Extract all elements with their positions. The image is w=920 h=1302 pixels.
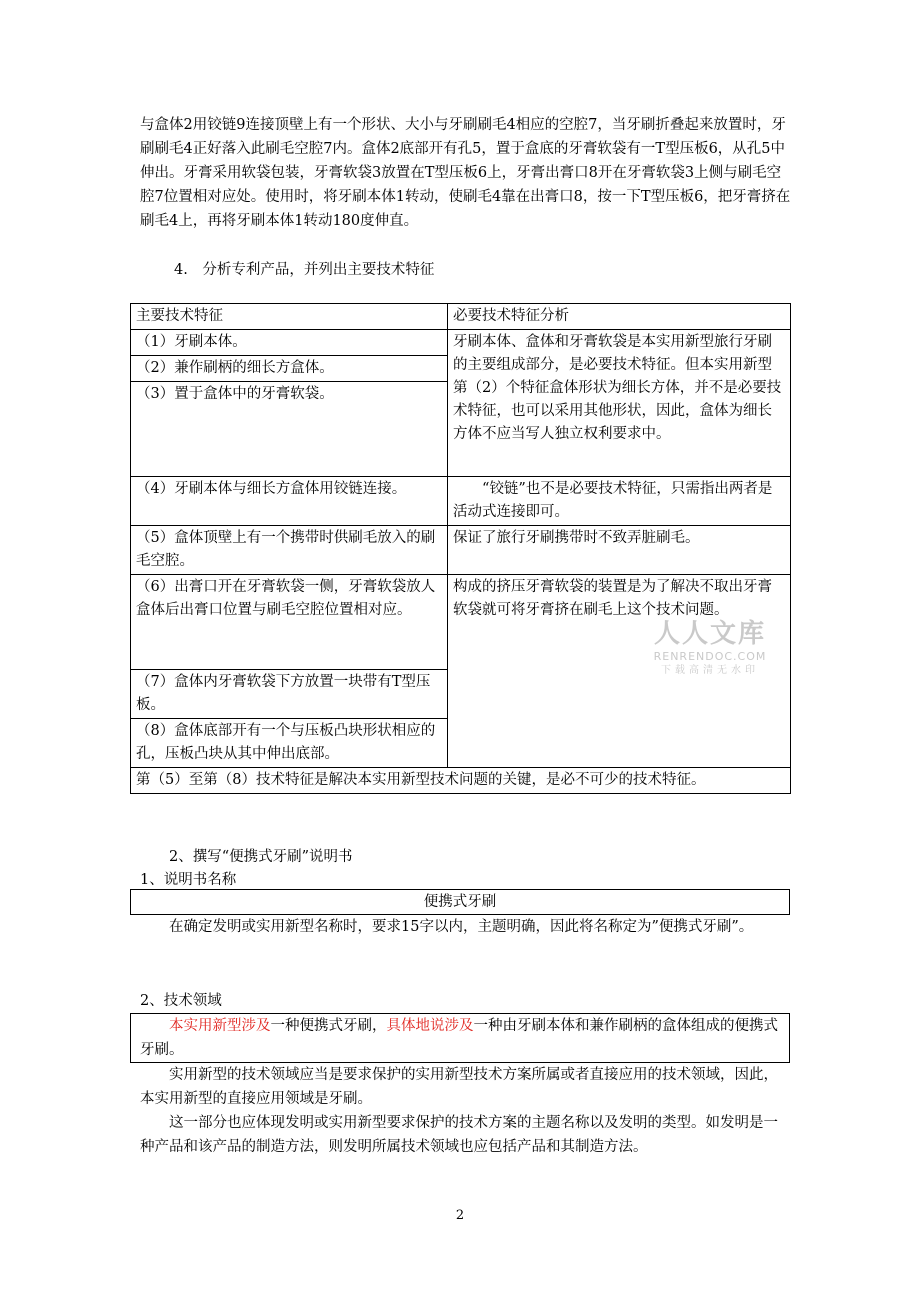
feature-8: （8）盒体底部开有一个与压板凸块形状相应的孔，压板凸块从其中伸出底部。 [131,719,448,768]
section2-heading: 2、撰写“便携式牙刷”说明书 [169,849,353,865]
header-necessary-analysis: 必要技术特征分析 [448,304,791,330]
section4-heading: 4. 分析专利产品，并列出主要技术特征 [174,262,435,278]
analysis-6-8: 构成的挤压牙膏软袋的装置是为了解决不取出牙膏软袋就可将牙膏挤在刷毛上这个技术问题。 [448,575,791,768]
page-number: 2 [455,1208,465,1223]
table-footer-row [131,768,791,794]
field-statement [131,1014,789,1062]
feature-2: （2）兼作刷柄的细长方盒体。 [131,356,448,382]
analysis-5: 保证了旅行牙刷携带时不致弄脏刷毛。 [448,526,791,575]
feature-7: （7）盒体内牙膏软袋下方放置一块带有T型压板。 [131,670,448,719]
table-row [131,330,791,356]
watermark-logo [640,618,780,678]
table-footer: 第（5）至第（8）技术特征是解决本实用新型技术问题的关键，是必不可少的技术特征。 [131,768,791,794]
feature-3: （3）置于盒体中的牙膏软袋。 [131,382,448,477]
field-black-1: 一种便携式牙刷， [270,1018,387,1034]
watermark-tagline: 下载高清无水印 [661,665,759,676]
title-box: 便携式牙刷 [130,889,790,915]
name-explanation: 在确定发明或实用新型名称时，要求15字以内，主题明确，因此将名称定为”便携式牙刷”。 [169,919,754,935]
analysis-1-3: 牙刷本体、盒体和牙膏软袋是本实用新型旅行牙刷的主要组成部分，是必要技术特征。但本实用新型第（2）个特征盒体形状为细长方体，并不是必要技术特征，也可以采用其他形状，因此，盒体为细长方体不应当写人独立权利要求中。 [448,330,791,477]
features-table [130,303,791,794]
analysis-4: “铰链”也不是必要技术特征，只需指出两者是活动式连接即可。 [448,477,791,526]
feature-6: （6）出膏口开在牙膏软袋一侧，牙膏软袋放人盒体后出膏口位置与刷毛空腔位置相对应。 [131,575,448,670]
feature-4: （4）牙刷本体与细长方盒体用铰链连接。 [131,477,448,526]
field-box [130,1013,790,1063]
header-main-features: 主要技术特征 [131,304,448,330]
field-black-2: 一种由牙刷本体和兼作刷柄的盒体组成的便携式牙刷。 [140,1018,778,1058]
field-red-2: 具体地说涉及 [386,1018,474,1034]
subsection2-heading: 2、技术领域 [140,993,222,1009]
watermark-site: RENRENDOC.COM [653,650,767,663]
watermark-title: 人人文库 [653,619,766,649]
table-row [131,526,791,575]
field-red-1: 本实用新型涉及 [169,1018,271,1034]
table-row [131,477,791,526]
feature-1: （1）牙刷本体。 [131,330,448,356]
subsection1-heading: 1、说明书名称 [140,872,237,888]
field-paragraph-2: 这一部分也应体现发明或实用新型要求保护的技术方案的主题名称以及发明的类型。如发明是一种产品和该产品的制造方法，则发明所属技术领域也应包括产品和其制造方法。 [140,1115,778,1155]
intro-paragraph: 与盒体2用铰链9连接顶壁上有一个形状、大小与牙刷刷毛4相应的空腔7，当牙刷折叠起来放置时，牙刷刷毛4正好落入此刷毛空腔7内。盒体2底部开有孔5，置于盒底的牙膏软袋有一T型压板6，从孔5中伸出。牙膏采用软袋包装，牙膏软袋3放置在T型压板6上，牙膏出膏口8开在牙膏软袋3上侧与刷毛空腔7位置相对应处。使用时，将牙刷本体1转动，使刷毛4靠在出膏口8，按一下T型压板6，把牙膏挤在刷毛4上，再将牙刷本体1转动180度伸直。 [140,117,791,229]
feature-5: （5）盒体顶壁上有一个携带时供刷毛放入的刷毛空腔。 [131,526,448,575]
table-header-row [131,304,791,330]
field-paragraph-1: 实用新型的技术领域应当是要求保护的实用新型技术方案所属或者直接应用的技术领域，因此，本实用新型的直接应用领域是牙刷。 [140,1067,778,1107]
